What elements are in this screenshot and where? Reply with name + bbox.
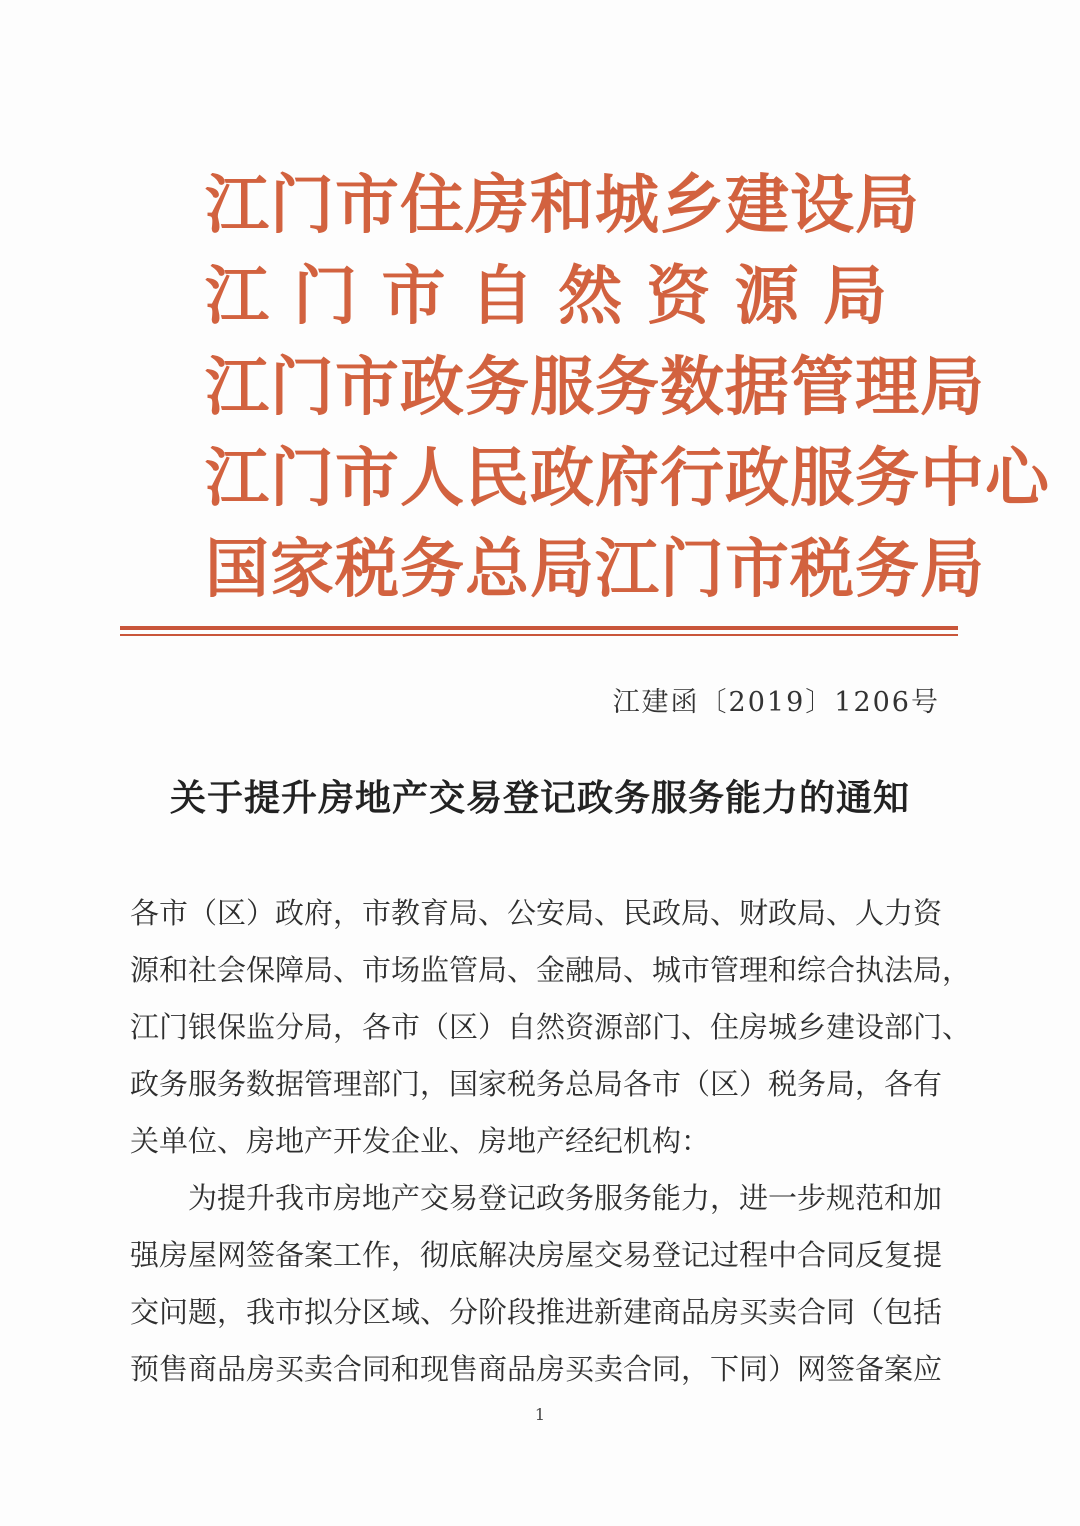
- header-divider-thin: [120, 634, 958, 636]
- document-number: 江建函〔2019〕1206号: [612, 687, 940, 718]
- body-line: 关单位、房地产开发企业、房地产经纪机构：: [130, 1124, 711, 1158]
- agency-name-admin-service-center: 江门市人民政府行政服务中心: [205, 441, 1050, 516]
- document-title: 关于提升房地产交易登记政务服务能力的通知: [169, 777, 910, 819]
- body-line: 政务服务数据管理部门，国家税务总局各市（区）税务局，各有: [130, 1067, 943, 1101]
- body-line: 交问题，我市拟分区域、分阶段推进新建商品房买卖合同（包括: [130, 1295, 943, 1329]
- issuing-agencies-header: [205, 160, 1050, 615]
- body-line: 江门银保监分局，各市（区）自然资源部门、住房城乡建设部门、: [130, 1010, 972, 1044]
- body-line: 为提升我市房地产交易登记政务服务能力，进一步规范和加: [188, 1181, 943, 1215]
- header-divider-thick: [120, 626, 958, 630]
- agency-name-natural-resources: 江 门 市 自 然 资 源 局: [205, 259, 888, 334]
- body-line: 预售商品房买卖合同和现售商品房买卖合同，下同）网签备案应: [130, 1352, 943, 1386]
- agency-name-tax-bureau: 国家税务总局江门市税务局: [205, 532, 985, 607]
- document-body: [130, 885, 972, 1398]
- body-line: 强房屋网签备案工作，彻底解决房屋交易登记过程中合同反复提: [130, 1238, 943, 1272]
- body-line: 源和社会保障局、市场监管局、金融局、城市管理和综合执法局，: [130, 953, 972, 987]
- agency-name-housing: 江门市住房和城乡建设局: [205, 168, 920, 243]
- agency-name-government-data: 江门市政务服务数据管理局: [205, 350, 985, 425]
- body-line: 各市（区）政府，市教育局、公安局、民政局、财政局、人力资: [130, 896, 943, 930]
- page-number: 1: [534, 1405, 546, 1424]
